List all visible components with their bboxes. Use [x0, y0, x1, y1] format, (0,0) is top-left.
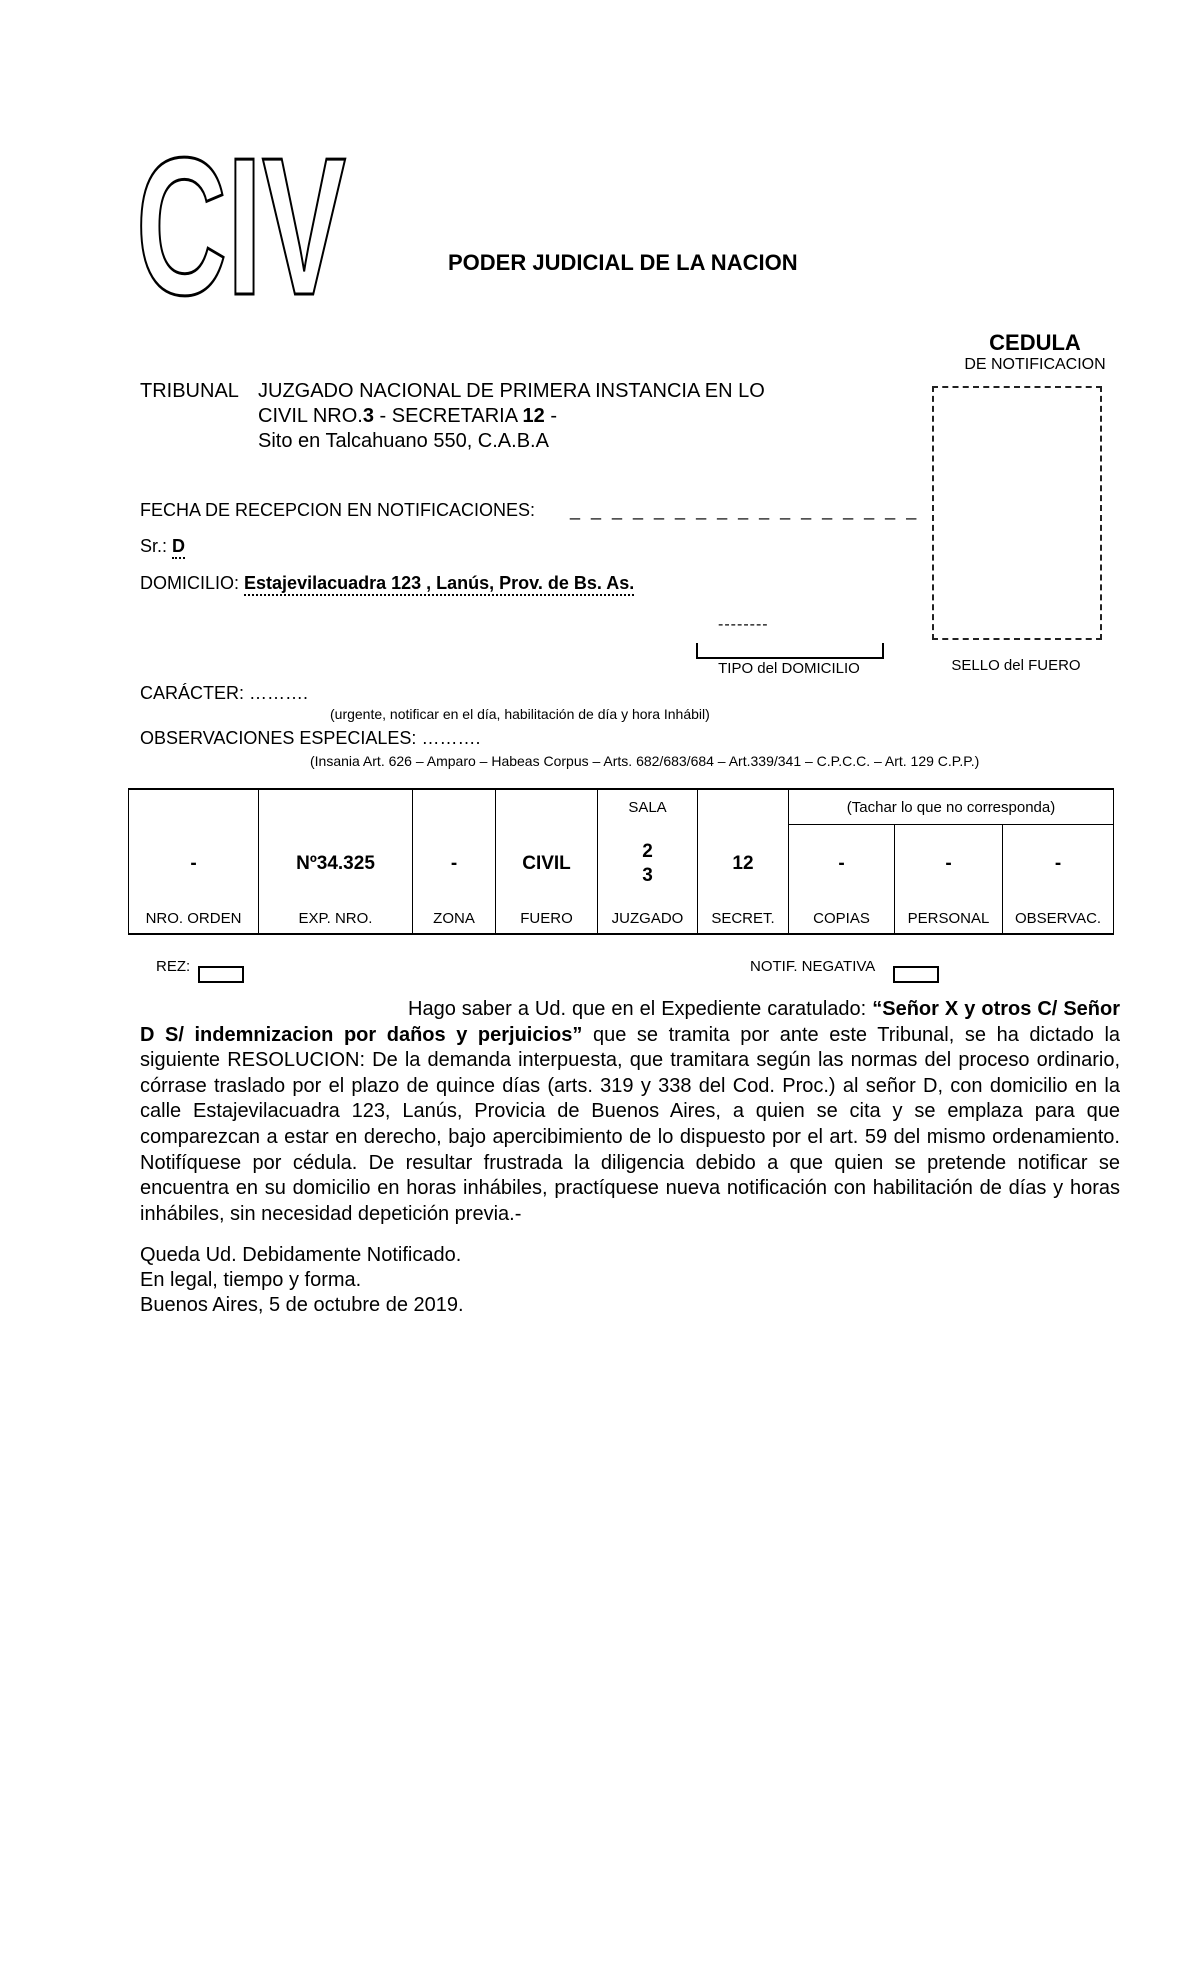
sr-value: D [172, 536, 185, 559]
observ-field [140, 728, 480, 749]
value-personal: - [895, 825, 1003, 904]
notif-negativa-checkbox[interactable] [893, 966, 939, 983]
tribunal-line-1: JUZGADO NACIONAL DE PRIMERA INSTANCIA EN LO [258, 380, 765, 402]
closing-line-1: Queda Ud. Debidamente Notificado. [140, 1244, 462, 1266]
caracter-value: ………. [249, 683, 309, 703]
body-caratula: “Señor X y otros C/ Señor D S/ indemnizacion por daños y perjuicios” [140, 998, 1121, 1046]
tachar-label: (Tachar lo que no corresponda) [789, 789, 1114, 825]
table-header-row [129, 789, 1114, 825]
tipo-domicilio-label: TIPO del DOMICILIO [718, 660, 860, 677]
label-exp-nro: EXP. NRO. [259, 903, 413, 934]
tipo-domicilio-bracket [696, 643, 884, 659]
label-fuero: FUERO [496, 903, 598, 934]
fecha-blank: _ _ _ _ _ _ _ _ _ _ _ _ _ _ _ _ _ [570, 500, 920, 520]
cedula-subtitle: DE NOTIFICACION [964, 356, 1106, 373]
domicilio-field [140, 573, 634, 594]
label-observac: OBSERVAC. [1003, 903, 1114, 934]
label-personal: PERSONAL [895, 903, 1003, 934]
label-copias: COPIAS [789, 903, 895, 934]
civ-logo [136, 117, 348, 336]
observ-note: (Insania Art. 626 – Amparo – Habeas Corpus – Arts. 682/683/684 – Art.339/341 – C.P.C.C. – Art. 129 C.P.P.) [310, 753, 980, 769]
caracter-field [140, 683, 308, 704]
tribunal-line-2 [258, 405, 557, 428]
tribunal-civil-prefix: CIVIL NRO. [258, 405, 363, 427]
body-text: que se tramita por ante este Tribunal, se ha dictado la siguiente RESOLUCION: De la demanda interpuesta, que tramitara según las normas del proceso ordinario, córrase traslado por el plazo de quince días (arts. 319 y 338 del Cod. Proc.) al señor D, con domicilio en la calle Estajevilacuadra 123, Lanús, Provicia de Buenos Aires, a quien se cita y se emplaza para que comparezcan a estar en derecho, bajo apercibimiento de lo dispuesto por el art. 59 del mismo ordenamiento. Notifíquese por cédula. De resultar frustrada la diligencia debido a que quien se pretende notificar se encuentra en su domicilio en horas inhábiles, practíquese nueva notificación con habilitación de días y horas inhábiles, sin necesidad depetición previa.- [140, 1023, 1121, 1225]
value-exp-nro: Nº34.325 [259, 825, 413, 904]
sello-label: SELLO del FUERO [951, 657, 1081, 674]
domicilio-value: Estajevilacuadra 123 , Lanús, Prov. de Bs. As. [244, 573, 634, 596]
civ-logo-text: CIV [136, 117, 346, 336]
sr-field [140, 536, 185, 557]
value-observac: - [1003, 825, 1114, 904]
table-values-row [129, 825, 1114, 904]
tribunal-secretaria-number: 12 [522, 405, 545, 427]
tribunal-line-2-suffix: - [544, 405, 557, 427]
cell-top-exp-nro [259, 789, 413, 825]
cell-top-fuero [496, 789, 598, 825]
datos-table [128, 788, 1114, 935]
value-secret: 12 [698, 825, 789, 904]
value-nro-orden: - [129, 825, 259, 904]
fecha-label: FECHA DE RECEPCION EN NOTIFICACIONES: [140, 500, 536, 520]
caracter-label: CARÁCTER: [140, 683, 245, 703]
page-title: PODER JUDICIAL DE LA NACION [448, 250, 798, 275]
sello-box [932, 386, 1102, 640]
label-zona: ZONA [413, 903, 496, 934]
value-juzgado: 3 [642, 864, 653, 886]
value-zona: - [413, 825, 496, 904]
cell-top-secret [698, 789, 789, 825]
value-fuero: CIVIL [496, 825, 598, 904]
observ-label: OBSERVACIONES ESPECIALES: [140, 728, 417, 748]
resolution-body [140, 997, 1120, 1227]
rez-checkbox[interactable] [198, 966, 244, 983]
closing-line-2: En legal, tiempo y forma. [140, 1269, 362, 1291]
tribunal-address: Sito en Talcahuano 550, C.A.B.A [258, 430, 549, 452]
label-secret: SECRET. [698, 903, 789, 934]
domicilio-label: DOMICILIO: [140, 573, 240, 593]
cell-top-zona [413, 789, 496, 825]
value-copias: - [789, 825, 895, 904]
domicilio-extra: -------- [718, 616, 769, 633]
value-sala-juzgado [598, 825, 698, 904]
table-labels-row [129, 903, 1114, 934]
observ-value: ………. [421, 728, 481, 748]
tribunal-juzgado-number: 3 [362, 405, 374, 427]
sr-label: Sr.: [140, 536, 168, 556]
caracter-note: (urgente, notificar en el día, habilitación de día y hora Inhábil) [330, 706, 710, 722]
sala-label: SALA [598, 789, 698, 825]
cedula-title: CEDULA [989, 330, 1081, 355]
body-intro: Hago saber a Ud. que en el Expediente caratulado: [408, 998, 873, 1020]
rez-label: REZ: [156, 958, 191, 975]
tribunal-secretaria-label: - SECRETARIA [373, 405, 523, 427]
value-sala: 2 [642, 840, 653, 862]
label-nro-orden: NRO. ORDEN [129, 903, 259, 934]
cell-top-nro-orden [129, 789, 259, 825]
tribunal-label: TRIBUNAL [140, 380, 239, 402]
closing-line-3: Buenos Aires, 5 de octubre de 2019. [140, 1294, 464, 1316]
notif-negativa-label: NOTIF. NEGATIVA [750, 958, 876, 975]
label-juzgado: JUZGADO [598, 903, 698, 934]
